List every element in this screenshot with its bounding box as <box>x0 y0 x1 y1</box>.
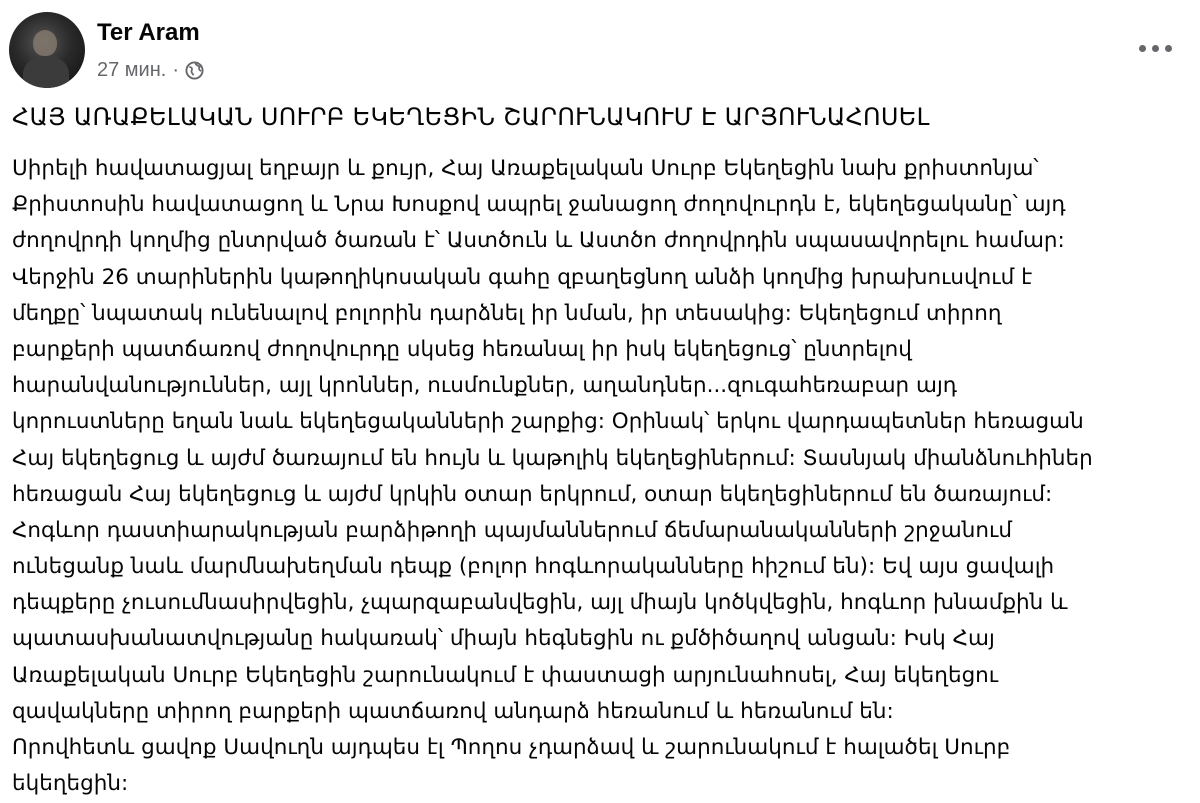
meta-separator: · <box>172 59 179 81</box>
post-body-line: բարքերի պատճառով ժողովուրդը սկսեց հեռանալ իր իսկ եկեղեցուց՝ ընտրելով <box>12 336 912 362</box>
avatar[interactable] <box>9 12 85 88</box>
globe-icon[interactable] <box>185 61 204 80</box>
post-body-line: Քրիստոսին հավատացող և Նրա Խոսքով ապրել ջանացող ժողովուրդն է, եկեղեցականը՝ այդ <box>12 192 1066 218</box>
more-dot <box>1139 45 1146 52</box>
post-timestamp[interactable]: 27 мин. <box>97 59 167 81</box>
post-body-line: կորուստները եղան նաև եկեղեցականների շարքից: Օրինակ՝ երկու վարդապետներ հեռացան <box>12 409 1084 435</box>
post-body-line: եկեղեցին: <box>12 771 129 797</box>
more-dot <box>1165 45 1172 52</box>
more-dot <box>1152 45 1159 52</box>
post-author-name[interactable]: Ter Aram <box>97 19 200 46</box>
more-options-icon[interactable] <box>1132 30 1178 66</box>
avatar-face-shape <box>33 30 57 56</box>
avatar-body-shape <box>23 56 69 88</box>
post-body-line: դեպքերը չուսումնասիրվեցին, չպարզաբանվեցին, այլ միայն կոծկվեցին, հոգևոր խնամքին և <box>12 590 1068 616</box>
post-body-line: պատասխանատվությանը հակառակ՝ միայն հեգնեցին ու քմծիծաղով անցան: Իսկ Հայ <box>12 626 995 652</box>
post-body-line: ունեցանք նաև մարմնախեղման դեպք (բոլոր հոգևորականները հիշում են): Եվ այս ցավալի <box>12 554 1055 580</box>
post-body-line: Հայ եկեղեցուց և այժմ ծառայում են հույն և կաթոլիկ եկեղեցիներում: Տասնյակ միանձնուհիներ <box>12 445 1093 471</box>
post-body-line: Հոգևոր դաստիարակության բարձիթողի պայմաններում ճեմարանականների շրջանում <box>12 517 1012 543</box>
post-body-line: Առաքելական Սուրբ Եկեղեցին շարունակում է փաստացի արյունահոսել, Հայ եկեղեցու <box>12 662 999 688</box>
post-body-line: մեղքը՝ նպատակ ունենալով բոլորին դարձնել իր նման, իր տեսակից: Եկեղեցում տիրող <box>12 300 1002 326</box>
post-body-line: Որովհետև ցավոք Սավուղն այդպես էլ Պողոս չդարձավ և շարունակում է հալածել Սուրբ <box>12 735 1011 760</box>
post-meta <box>97 58 204 82</box>
post-body <box>12 151 1192 802</box>
post-body-line: Վերջին 26 տարիներին կաթողիկոսական գահը զբաղեցնող անձի կողմից խրախուսվում է <box>12 264 1033 290</box>
post-headline: ՀԱՅ ԱՌԱՔԵԼԱԿԱՆ ՍՈՒՐԲ ԵԿԵՂԵՑԻՆ ՇԱՐՈՒՆԱԿՈՒՄ Է ԱՐՅՈՒՆԱՀՈՍԵԼ <box>12 103 930 131</box>
post-body-line: Սիրելի հավատացյալ եղբայր և քույր, Հայ Առաքելական Սուրբ Եկեղեցին նախ քրիստոնյա՝ <box>12 156 1039 181</box>
post-body-line: հեռացան Հայ եկեղեցուց և այժմ կրկին օտար երկրում, օտար եկեղեցիներում են ծառայում: <box>12 481 1053 507</box>
post-body-line: հարանվանություններ, այլ կրոններ, ուսմունքներ, աղանդներ...զուգահեռաբար այդ <box>12 373 958 399</box>
post-body-line: ժողովրդի կողմից ընտրված ծառան է՝ Աստծուն և Աստծո ժողովրդին սպասավորելու համար: <box>12 228 1065 254</box>
post-body-line: զավակները տիրող բարքերի պատճառով անդարձ հեռանում և հեռանում են: <box>12 698 894 724</box>
